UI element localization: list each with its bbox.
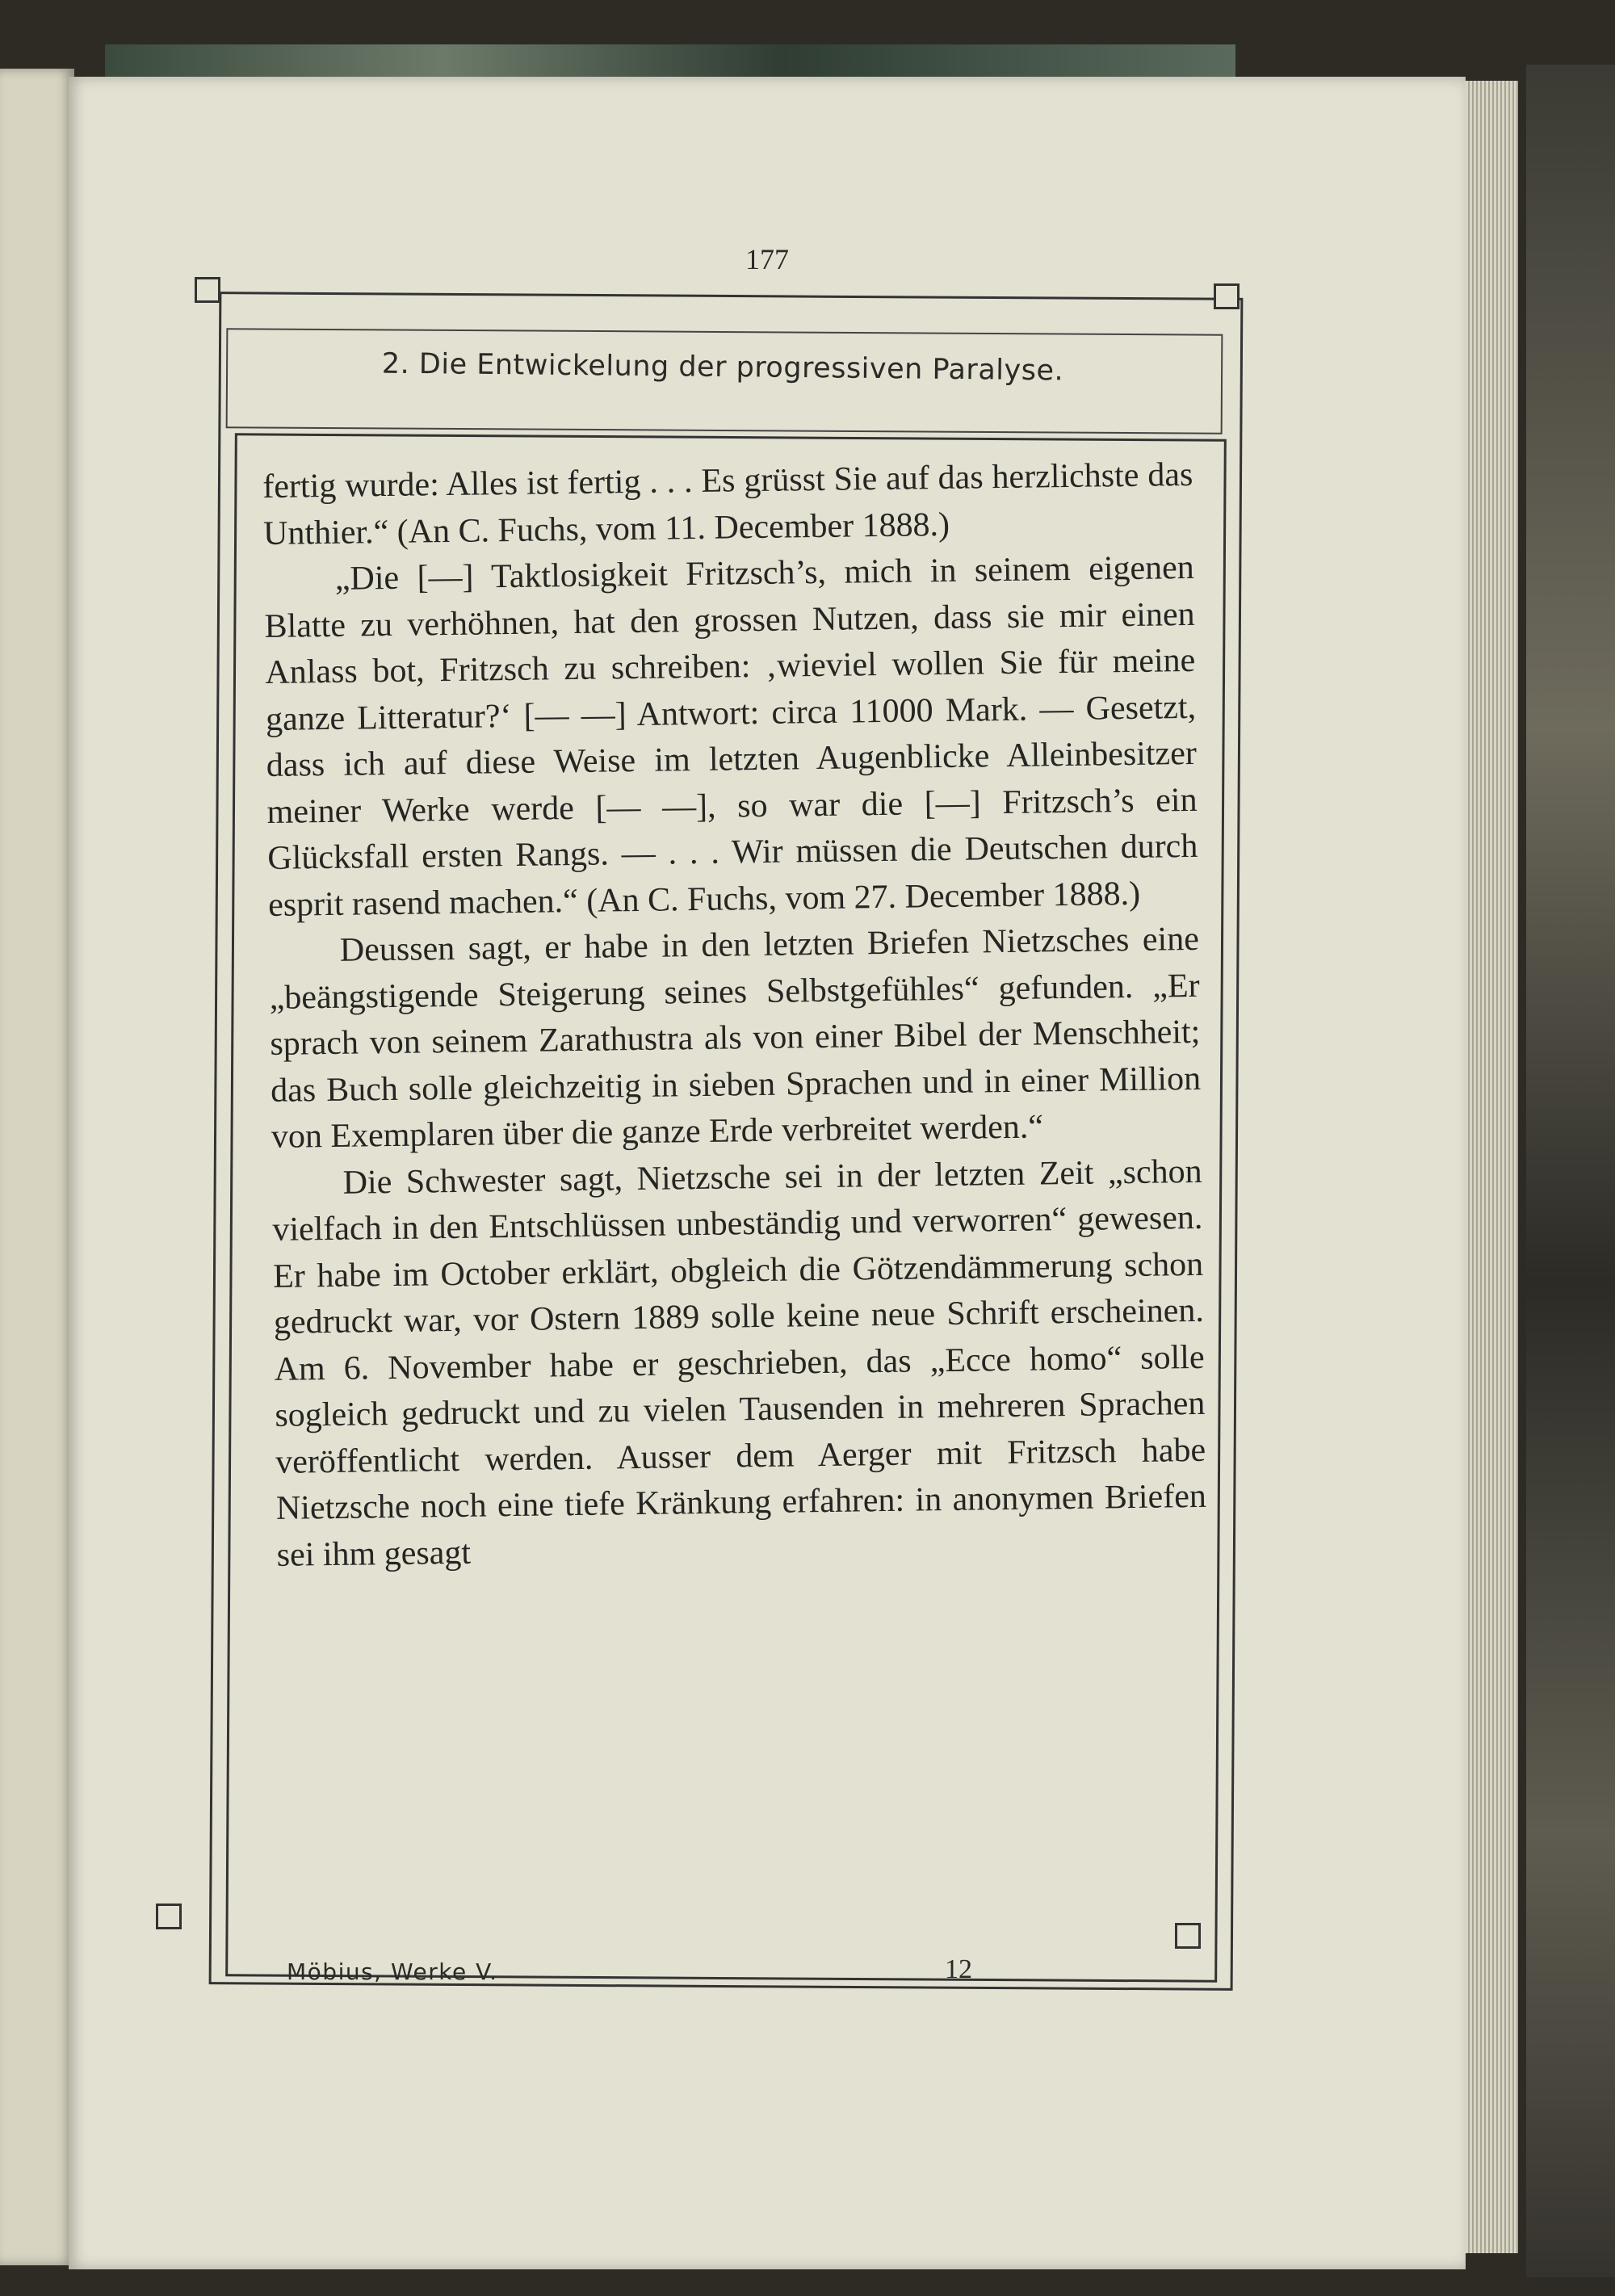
facing-page-edge bbox=[0, 69, 74, 2265]
running-header: 2. Die Entwickelung der progressiven Paralyse. bbox=[381, 347, 1064, 388]
footer-signature: Möbius, Werke V. bbox=[287, 1958, 498, 1985]
book-page bbox=[69, 77, 1466, 2269]
paragraph-1: fertig wurde: Alles ist fertig . . . Es grüsst Sie auf das herzlichste das Unthier.“ (An C. Fuchs, vom 11. December 1888.) bbox=[262, 455, 1193, 552]
frame-corner-top-left bbox=[195, 277, 220, 303]
book-cover-top bbox=[105, 44, 1235, 81]
page-stack-edge bbox=[1462, 81, 1518, 2253]
book-cover-right bbox=[1526, 65, 1615, 2277]
frame-corner-bottom-right bbox=[1175, 1923, 1201, 1949]
footer-sheet-number: 12 bbox=[945, 1954, 972, 1984]
page-number: 177 bbox=[745, 243, 789, 275]
frame-corner-bottom-left bbox=[156, 1904, 182, 1929]
paragraph-2: „Die [—] Taktlosigkeit Fritzsch’s, mich in seinem eigenen Blatte zu verhöhnen, hat den grossen Nutzen, dass sie mir einen Anlass bot, Fritzsch zu schreiben: ‚wieviel wollen Sie für meine ganze Litteratur?‘ [— —] Antwort: circa 11000 Mark. — Gesetzt, dass ich auf diese Weise im letzten Augenblicke Alleinbesitzer meiner Werke werde [— —], so war die [—] Fritzsch’s ein Glücksfall ersten Rangs. — . . . Wir müssen die Deutschen durch esprit rasend machen.“ (An C. Fuchs, vom 27. December 1888.) bbox=[264, 548, 1198, 924]
paragraph-4: Die Schwester sagt, Nietzsche sei in der letzten Zeit „schon vielfach in den Entschlüssen unbeständig und verworren“ gewesen. Er habe im October erklärt, obgleich die Götzendämmerung schon gedruckt war, vor Ostern 1889 solle keine neue Schrift erscheinen. Am 6. November habe er geschrieben, das „Ecce homo“ solle sogleich gedruckt und zu vielen Tausenden in mehreren Sprachen veröffentlicht werden. Ausser dem Aerger mit Fritzsch habe Nietzsche noch eine tiefe Kränkung erfahren: in anonymen Briefen sei ihm gesagt bbox=[272, 1152, 1207, 1574]
frame-corner-top-right bbox=[1214, 283, 1240, 309]
body-text bbox=[262, 452, 1207, 1579]
paragraph-3: Deussen sagt, er habe in den letzten Briefen Nietzsches eine „beängstigende Steigerung seines Selbstgefühles“ gefunden. „Er sprach von seinem Zarathustra als von einer Bibel der Menschheit; das Buch solle gleichzeitig in sieben Sprachen und in einer Million von Exemplaren über die ganze Erde verbreitet werden.“ bbox=[269, 920, 1202, 1156]
